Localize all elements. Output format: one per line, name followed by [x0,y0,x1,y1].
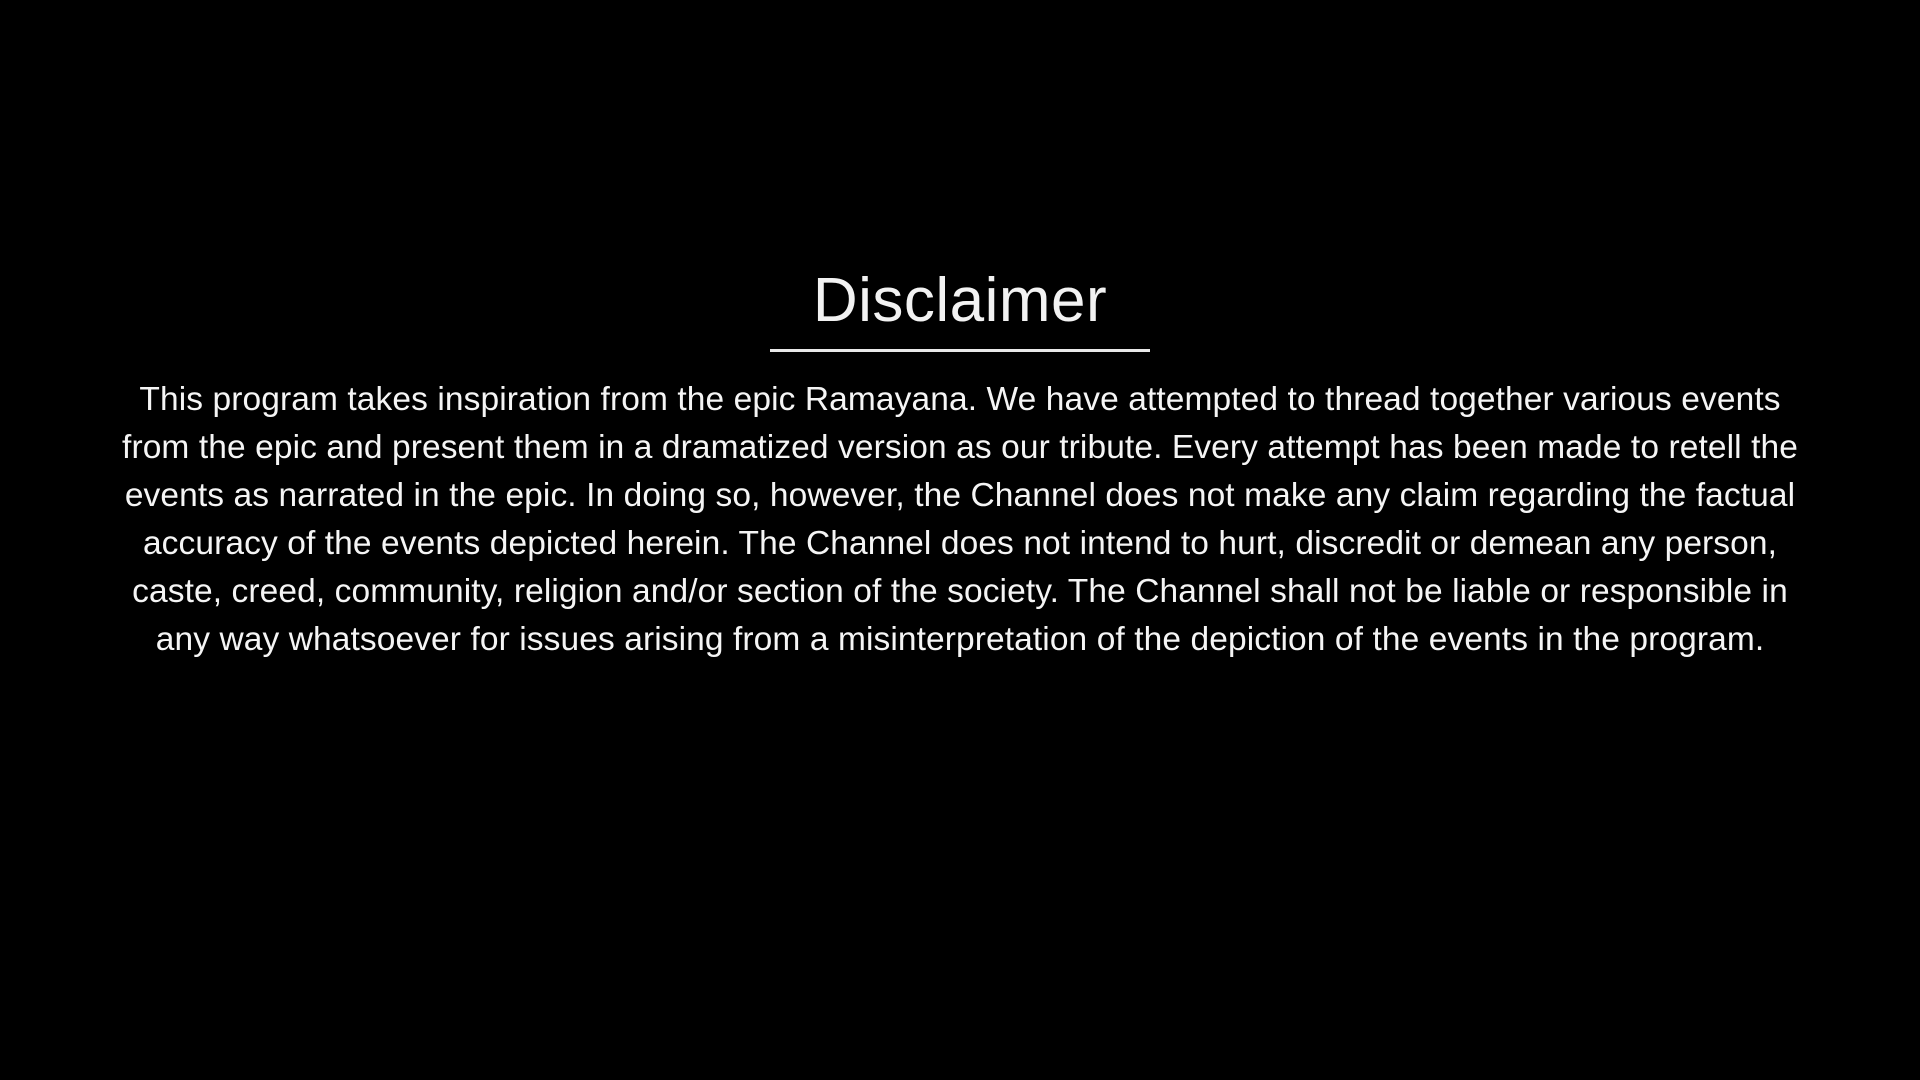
title-divider [770,349,1150,352]
disclaimer-block [90,268,1830,664]
page-title: Disclaimer [812,266,1108,335]
disclaimer-text: This program takes inspiration from the epic Ramayana. We have attempted to thread together various events from the epic and present them in a dramatized version as our tribute. Every attempt has been made to retell the events as narrated in the epic. In doing so, however, the Channel does not make any claim regarding the factual accuracy of the events depicted herein. The Channel does not intend to hurt, discredit or demean any person, caste, creed, community, religion and/or section of the society. The Channel shall not be liable or responsible in any way whatsoever for issues arising from a misinterpretation of the depiction of the events in the program. [122,381,1798,659]
